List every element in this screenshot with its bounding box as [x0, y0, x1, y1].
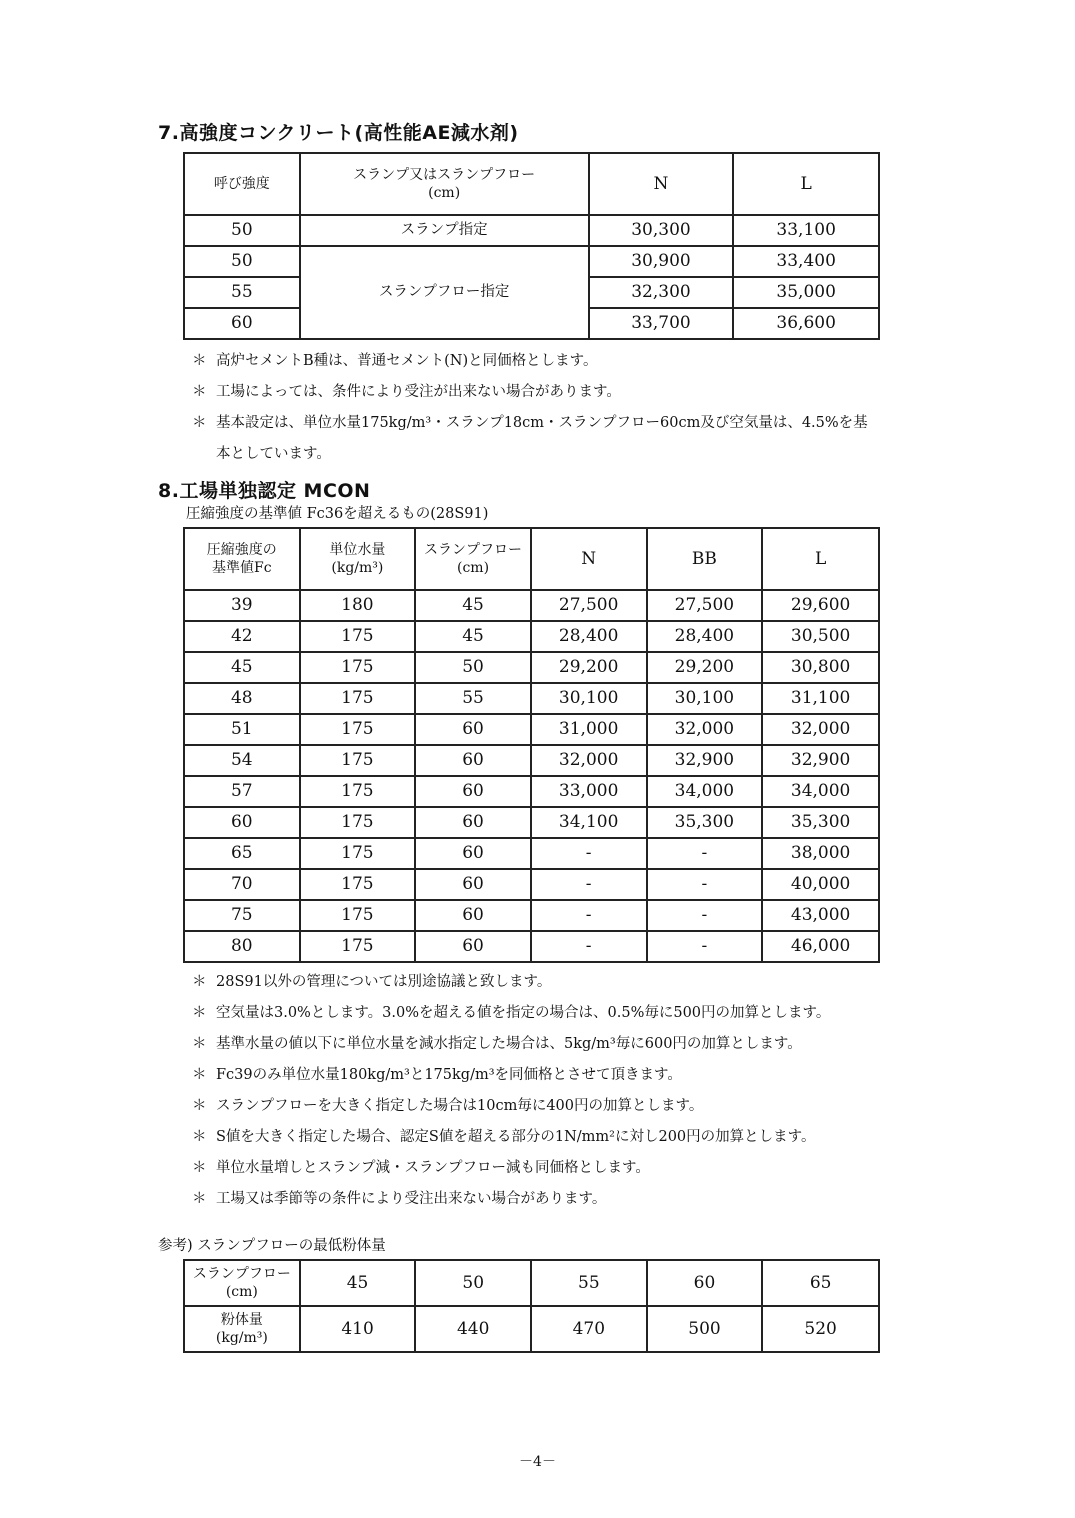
- cell-strength: 55: [184, 277, 300, 308]
- cell-flow: 60: [415, 776, 531, 807]
- cell-n: 30,900: [589, 246, 734, 277]
- cell-n: 32,300: [589, 277, 734, 308]
- cell-fc: 54: [184, 745, 300, 776]
- header-fc-line1: 圧縮強度の: [206, 541, 277, 558]
- section-7-notes: [192, 346, 882, 470]
- cell-strength: 60: [184, 308, 300, 339]
- cell-flow-value: 60: [647, 1260, 763, 1306]
- table-row: [184, 931, 879, 962]
- cell-powder-value: 520: [762, 1306, 879, 1352]
- cell-flow: 45: [415, 590, 531, 621]
- cell-n: 33,700: [589, 308, 734, 339]
- cell-bb: 35,300: [647, 807, 763, 838]
- cell-flow-value: 50: [415, 1260, 531, 1306]
- table-row: [184, 652, 879, 683]
- cell-bb: -: [647, 838, 763, 869]
- cell-flow: 60: [415, 900, 531, 931]
- cell-l: 34,000: [762, 776, 879, 807]
- header-nominal-strength: 呼び強度: [184, 153, 300, 215]
- cell-fc: 51: [184, 714, 300, 745]
- section-8-subtitle: 圧縮強度の基準値 Fc36を超えるもの(28S91): [186, 506, 489, 522]
- header-water: [300, 528, 416, 590]
- header-l: L: [733, 153, 879, 215]
- high-strength-price-table: [183, 152, 880, 340]
- cell-fc: 65: [184, 838, 300, 869]
- header-slump-unit: (cm): [428, 185, 461, 201]
- note-item: [192, 1029, 882, 1060]
- cell-flow: 60: [415, 838, 531, 869]
- cell-flow-value: 45: [300, 1260, 416, 1306]
- cell-powder-value: 500: [647, 1306, 763, 1352]
- header-bb: BB: [647, 528, 763, 590]
- cell-strength: 50: [184, 215, 300, 246]
- page-number: －4－: [519, 1454, 556, 1470]
- flow-row-label: [184, 1260, 300, 1306]
- note-item: [192, 346, 882, 377]
- note-text: S値を大きく指定した場合、認定S値を超える部分の1N/mm²に対し200円の加算とします。: [216, 1129, 816, 1145]
- cell-powder-value: 470: [531, 1306, 647, 1352]
- note-item: [192, 1153, 882, 1184]
- header-water-line1: 単位水量: [329, 541, 386, 558]
- cell-water: 175: [300, 807, 416, 838]
- cell-l: 30,800: [762, 652, 879, 683]
- note-text: 工場によっては、条件により受注が出来ない場合があります。: [216, 384, 621, 400]
- cell-l: 46,000: [762, 931, 879, 962]
- cell-l: 29,600: [762, 590, 879, 621]
- cell-fc: 42: [184, 621, 300, 652]
- asterisk-mark: ＊: [192, 1191, 207, 1207]
- table-row: [184, 745, 879, 776]
- note-text: 28S91以外の管理については別途協議と致します。: [216, 974, 552, 990]
- cell-flow: 60: [415, 807, 531, 838]
- cell-fc: 48: [184, 683, 300, 714]
- note-text: 工場又は季節等の条件により受注出来ない場合があります。: [216, 1191, 607, 1207]
- table-row: [184, 900, 879, 931]
- cell-l: 31,100: [762, 683, 879, 714]
- cell-bb: 27,500: [647, 590, 763, 621]
- cell-flow: 60: [415, 745, 531, 776]
- note-text: スランプフローを大きく指定した場合は10cm毎に400円の加算とします。: [216, 1098, 704, 1114]
- cell-water: 180: [300, 590, 416, 621]
- cell-water: 175: [300, 652, 416, 683]
- cell-l: 30,500: [762, 621, 879, 652]
- cell-fc: 60: [184, 807, 300, 838]
- cell-bb: -: [647, 900, 763, 931]
- cell-water: 175: [300, 621, 416, 652]
- cell-bb: 32,000: [647, 714, 763, 745]
- cell-water: 175: [300, 714, 416, 745]
- cell-water: 175: [300, 869, 416, 900]
- cell-flow: 45: [415, 621, 531, 652]
- note-item: [192, 408, 882, 470]
- asterisk-mark: ＊: [192, 1160, 207, 1176]
- cell-n: 34,100: [531, 807, 647, 838]
- cell-l: 32,000: [762, 714, 879, 745]
- cell-slump-designation: スランプ指定: [300, 215, 589, 246]
- header-water-unit: (kg/m³): [331, 560, 384, 576]
- table-header-row: [184, 528, 879, 590]
- cell-strength: 50: [184, 246, 300, 277]
- asterisk-mark: ＊: [192, 1005, 207, 1021]
- cell-bb: -: [647, 869, 763, 900]
- note-item: [192, 377, 882, 408]
- cell-n: 28,400: [531, 621, 647, 652]
- asterisk-mark: ＊: [192, 384, 207, 400]
- header-flow: [415, 528, 531, 590]
- cell-l: 35,300: [762, 807, 879, 838]
- note-text: 基準水量の値以下に単位水量を減水指定した場合は、5kg/m³毎に600円の加算とします。: [216, 1036, 802, 1052]
- min-powder-table: [183, 1259, 880, 1353]
- cell-fc: 57: [184, 776, 300, 807]
- cell-n: -: [531, 900, 647, 931]
- cell-fc: 75: [184, 900, 300, 931]
- cell-l: 40,000: [762, 869, 879, 900]
- flow-label-unit: (cm): [225, 1284, 258, 1300]
- cell-bb: 29,200: [647, 652, 763, 683]
- asterisk-mark: ＊: [192, 1098, 207, 1114]
- asterisk-mark: ＊: [192, 415, 207, 431]
- cell-n: 33,000: [531, 776, 647, 807]
- powder-label-unit: (kg/m³): [215, 1330, 268, 1346]
- cell-l: 33,100: [733, 215, 879, 246]
- cell-water: 175: [300, 900, 416, 931]
- table-row: [184, 683, 879, 714]
- cell-l: 43,000: [762, 900, 879, 931]
- cell-n: -: [531, 931, 647, 962]
- cell-flow: 55: [415, 683, 531, 714]
- flow-row: [184, 1260, 879, 1306]
- cell-flow: 60: [415, 931, 531, 962]
- note-text: 単位水量増しとスランプ減・スランプフロー減も同価格とします。: [216, 1160, 650, 1176]
- section-8-title: 8.工場単独認定 MCON: [158, 480, 371, 502]
- cell-n: 27,500: [531, 590, 647, 621]
- powder-row: [184, 1306, 879, 1352]
- cell-bb: 34,000: [647, 776, 763, 807]
- cell-water: 175: [300, 683, 416, 714]
- powder-label-line1: 粉体量: [220, 1311, 263, 1328]
- cell-n: 29,200: [531, 652, 647, 683]
- cell-fc: 70: [184, 869, 300, 900]
- cell-flow: 60: [415, 869, 531, 900]
- cell-l: 32,900: [762, 745, 879, 776]
- cell-n: 31,000: [531, 714, 647, 745]
- note-text: Fc39のみ単位水量180kg/m³と175kg/m³を同価格とさせて頂きます。: [216, 1067, 682, 1083]
- cell-n: 30,100: [531, 683, 647, 714]
- note-item: [192, 967, 882, 998]
- table-row: [184, 215, 879, 246]
- cell-water: 175: [300, 838, 416, 869]
- header-n: N: [589, 153, 734, 215]
- header-n: N: [531, 528, 647, 590]
- cell-fc: 39: [184, 590, 300, 621]
- flow-label-line1: スランプフロー: [192, 1265, 291, 1282]
- cell-bb: 32,900: [647, 745, 763, 776]
- table-row: [184, 869, 879, 900]
- cell-bb: 30,100: [647, 683, 763, 714]
- cell-l: 33,400: [733, 246, 879, 277]
- note-text: 空気量は3.0%とします。3.0%を超える値を指定の場合は、0.5%毎に500円の加算とします。: [216, 1005, 831, 1021]
- section-8-notes: [192, 967, 882, 1215]
- cell-l: 38,000: [762, 838, 879, 869]
- cell-flow: 50: [415, 652, 531, 683]
- table-row: [184, 807, 879, 838]
- cell-bb: 28,400: [647, 621, 763, 652]
- reference-title: 参考) スランプフローの最低粉体量: [158, 1238, 386, 1254]
- note-item: [192, 1091, 882, 1122]
- powder-row-label: [184, 1306, 300, 1352]
- mcon-table-body: [184, 590, 879, 962]
- header-flow-line1: スランプフロー: [424, 541, 522, 558]
- header-fc-line2: 基準値Fc: [211, 560, 272, 576]
- cell-n: -: [531, 838, 647, 869]
- note-item: [192, 1184, 882, 1215]
- cell-l: 35,000: [733, 277, 879, 308]
- cell-flow-value: 65: [762, 1260, 879, 1306]
- header-slump-line1: スランプ又はスランプフロー: [353, 166, 536, 183]
- cell-water: 175: [300, 776, 416, 807]
- cell-bb: -: [647, 931, 763, 962]
- table-row: [184, 714, 879, 745]
- cell-n: 30,300: [589, 215, 734, 246]
- cell-fc: 80: [184, 931, 300, 962]
- cell-powder-value: 410: [300, 1306, 416, 1352]
- table-row: [184, 776, 879, 807]
- cell-flow: 60: [415, 714, 531, 745]
- table-header-row: [184, 153, 879, 215]
- note-item: [192, 1122, 882, 1153]
- section-7-title: 7.高強度コンクリート(高性能AE減水剤): [158, 122, 519, 144]
- cell-water: 175: [300, 931, 416, 962]
- cell-n: -: [531, 869, 647, 900]
- cell-powder-value: 440: [415, 1306, 531, 1352]
- asterisk-mark: ＊: [192, 1067, 207, 1083]
- note-text: 高炉セメントB種は、普通セメント(N)と同価格とします。: [216, 353, 598, 369]
- asterisk-mark: ＊: [192, 353, 207, 369]
- cell-n: 32,000: [531, 745, 647, 776]
- header-flow-unit: (cm): [456, 560, 490, 576]
- cell-fc: 45: [184, 652, 300, 683]
- note-item: [192, 998, 882, 1029]
- cell-flow-value: 55: [531, 1260, 647, 1306]
- asterisk-mark: ＊: [192, 1036, 207, 1052]
- note-text: 基本設定は、単位水量175kg/m³・スランプ18cm・スランプフロー60cm及び空気量は、4.5%を基本としています。: [216, 415, 868, 462]
- table-row: [184, 246, 879, 277]
- header-slump: [300, 153, 589, 215]
- cell-flow-designation: スランプフロー指定: [300, 246, 589, 339]
- header-fc: [184, 528, 300, 590]
- asterisk-mark: ＊: [192, 1129, 207, 1145]
- cell-l: 36,600: [733, 308, 879, 339]
- table-row: [184, 621, 879, 652]
- asterisk-mark: ＊: [192, 974, 207, 990]
- table-row: [184, 838, 879, 869]
- note-item: [192, 1060, 882, 1091]
- header-l: L: [762, 528, 879, 590]
- table-row: [184, 590, 879, 621]
- cell-water: 175: [300, 745, 416, 776]
- mcon-price-table: [183, 527, 880, 963]
